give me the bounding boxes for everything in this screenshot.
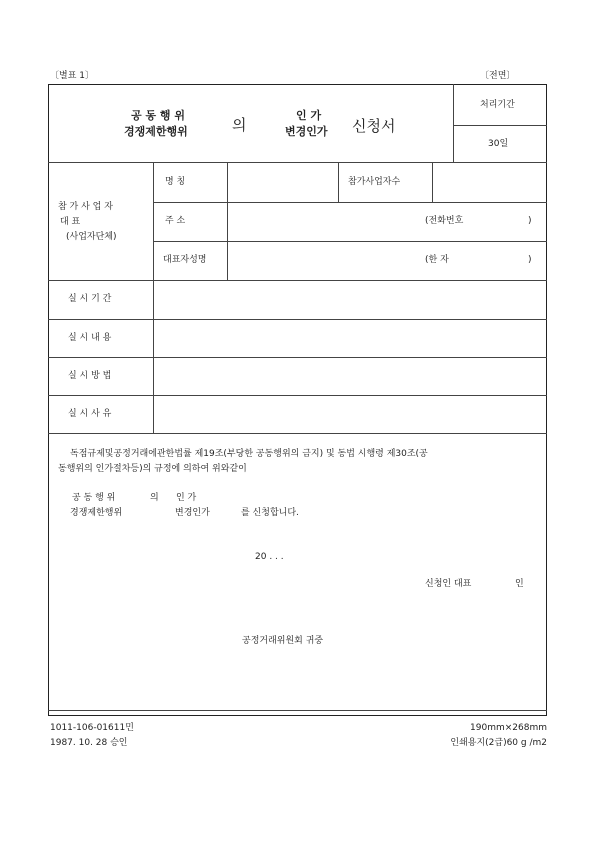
- hanja-close: ): [528, 255, 532, 265]
- period-field[interactable]: [154, 281, 546, 319]
- representative-name-label: 대표자성명: [163, 255, 207, 265]
- name-label: 명 칭: [165, 177, 186, 187]
- address-label: 주 소: [165, 216, 186, 226]
- form-number: 1011-106-01611민: [50, 723, 134, 733]
- reason-field[interactable]: [154, 396, 546, 433]
- legal-basis-line2: 동행위의 인가절차등)의 규정에 의하여 위와같이: [58, 464, 247, 474]
- legal-basis-line1: 독점규제및공정거래에관한법률 제19조(부당한 공동행위의 금지) 및 동법 시행령 제30조(공: [70, 449, 428, 459]
- application-date: 20 . . .: [255, 552, 284, 562]
- rule: [338, 162, 339, 202]
- content-field[interactable]: [154, 320, 546, 357]
- representative-name-field[interactable]: [228, 242, 546, 280]
- approval-date: 1987. 10. 28 승인: [50, 738, 128, 748]
- recipient: 공정거래위원회 귀중: [242, 636, 324, 646]
- title-application: 신청서: [352, 117, 396, 135]
- phone-label: (전화번호: [425, 216, 464, 226]
- title-competition-restriction: 경쟁제한행위: [124, 125, 188, 138]
- paper-spec: 인쇄용지(2급)60 g /m2: [450, 738, 547, 748]
- name-field[interactable]: [228, 163, 338, 202]
- reason-label: 실 시 사 유: [68, 409, 112, 419]
- participant-count-label: 참가사업자수: [348, 177, 401, 187]
- front-side-tag: 〔전면〕: [480, 71, 516, 81]
- association-label: (사업자단체): [66, 232, 117, 242]
- representative-label: 대 표: [60, 217, 81, 227]
- option-connector: 의: [150, 493, 159, 503]
- apply-sentence: 를 신청합니다.: [241, 508, 299, 518]
- title-approval: 인 가: [296, 109, 322, 122]
- hanja-label: (한 자: [425, 255, 449, 265]
- annex-tag: 〔별표 1〕: [50, 71, 94, 81]
- option-change-approval: 변경인가: [175, 508, 210, 518]
- content-label: 실 시 내 용: [68, 333, 112, 343]
- paper-size: 190mm×268mm: [470, 723, 547, 733]
- participant-count-field[interactable]: [433, 163, 546, 202]
- processing-period-label: 처리기간: [480, 100, 515, 110]
- option-competition-restriction: 경쟁제한행위: [70, 508, 123, 518]
- participant-label: 참 가 사 업 자: [58, 202, 113, 212]
- period-label: 실 시 기 간: [68, 294, 112, 304]
- seal-mark: 인: [515, 579, 524, 589]
- rule: [48, 710, 547, 711]
- title-connector: 의: [232, 116, 247, 134]
- option-joint-act: 공 동 행 위: [72, 493, 116, 503]
- phone-close: ): [528, 216, 532, 226]
- applicant-signer: 신청인 대표: [425, 579, 472, 589]
- method-field[interactable]: [154, 358, 546, 395]
- rule: [453, 84, 454, 162]
- method-label: 실 시 방 법: [68, 371, 112, 381]
- address-field[interactable]: [228, 203, 546, 241]
- processing-period-value: 30일: [488, 139, 509, 149]
- rule: [453, 125, 547, 126]
- option-approval: 인 가: [176, 493, 197, 503]
- title-change-approval: 변경인가: [285, 125, 328, 138]
- rule: [48, 433, 547, 434]
- title-joint-act: 공 동 행 위: [131, 109, 185, 122]
